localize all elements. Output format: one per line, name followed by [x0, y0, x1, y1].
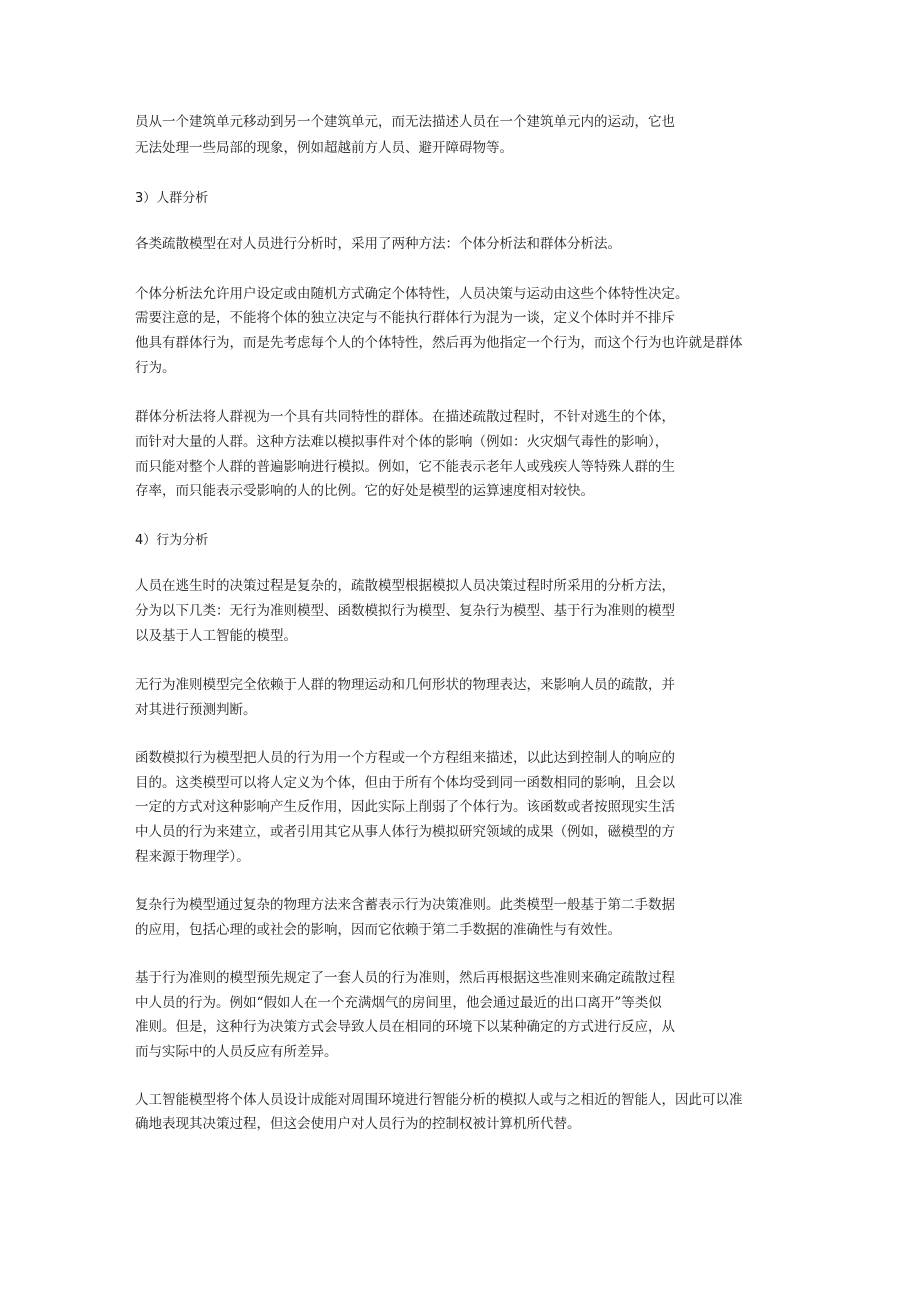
paragraph-line: 中人员的行为。例如“假如人在一个充满烟气的房间里，他会通过最近的出口离开”等类似: [135, 995, 662, 1011]
paragraph-line: 各类疏散模型在对人员进行分析时，采用了两种方法：个体分析法和群体分析法。: [135, 236, 621, 252]
paragraph-line: 程来源于物理学）。: [135, 849, 250, 865]
paragraph-line: 人员在逃生时的决策过程是复杂的，疏散模型根据模拟人员决策过程时所采用的分析方法，: [135, 578, 675, 594]
paragraph-line: 对其进行预测判断。: [135, 702, 257, 718]
paragraph-line: 函数模拟行为模型把人员的行为用一个方程或一个方程组来描述，以此达到控制人的响应的: [135, 750, 675, 766]
paragraph-line: 中人员的行为来建立，或者引用其它从事人体行为模拟研究领域的成果（例如，磁模型的方: [135, 824, 675, 840]
paragraph-line: 的应用，包括心理的或社会的影响，因而它依赖于第二手数据的准确性与有效性。: [135, 922, 621, 938]
paragraph-line: 而只能对整个人群的普遍影响进行模拟。例如，它不能表示老年人或残疾人等特殊人群的生: [135, 459, 675, 475]
paragraph-line: 无行为准则模型完全依赖于人群的物理运动和几何形状的物理表达，来影响人员的疏散，并: [135, 677, 675, 693]
paragraph-line: 而针对大量的人群。这种方法难以模拟事件对个体的影响（例如：火灾烟气毒性的影响），: [135, 434, 669, 450]
paragraph-line: 一定的方式对这种影响产生反作用，因此实际上削弱了个体行为。该函数或者按照现实生活: [135, 799, 675, 815]
paragraph-line: 目的。这类模型可以将人定义为个体，但由于所有个体均受到同一函数相同的影响，且会以: [135, 775, 675, 791]
section-heading: 4）行为分析: [135, 533, 209, 548]
paragraph-line: 人工智能模型将个体人员设计成能对周围环境进行智能分析的模拟人或与之相近的智能人，因此可以准: [135, 1092, 743, 1108]
paragraph-line: 需要注意的是，不能将个体的独立决定与不能执行群体行为混为一谈，定义个体时并不排斥: [135, 310, 675, 326]
paragraph-line: 无法处理一些局部的现象，例如超越前方人员、避开障碍物等。: [135, 140, 513, 156]
paragraph-line: 准则。但是，这种行为决策方式会导致人员在相同的环境下以某种确定的方式进行反应，从: [135, 1019, 675, 1035]
paragraph-line: 存率，而只能表示受影响的人的比例。它的好处是模型的运算速度相对较快。: [135, 483, 594, 499]
paragraph-line: 分为以下几类：无行为准则模型、函数模拟行为模型、复杂行为模型、基于行为准则的模型: [135, 603, 675, 619]
paragraph-line: 复杂行为模型通过复杂的物理方法来含蓄表示行为决策准则。此类模型一般基于第二手数据: [135, 897, 675, 913]
paragraph-line: 基于行为准则的模型预先规定了一套人员的行为准则，然后再根据这些准则来确定疏散过程: [135, 970, 675, 986]
paragraph-line: 而与实际中的人员反应有所差异。: [135, 1044, 338, 1060]
section-heading: 3）人群分析: [135, 191, 209, 206]
paragraph-line: 行为。: [135, 360, 176, 376]
paragraph-line: 个体分析法允许用户设定或由随机方式确定个体特性，人员决策与运动由这些个体特性决定。: [135, 286, 689, 302]
paragraph-line: 群体分析法将人群视为一个具有共同特性的群体。在描述疏散过程时，不针对逃生的个体，: [135, 409, 675, 425]
paragraph-line: 确地表现其决策过程，但这会使用户对人员行为的控制权被计算机所代替。: [135, 1116, 581, 1132]
paragraph-line: 以及基于人工智能的模型。: [135, 628, 297, 644]
paragraph-line: 他具有群体行为，而是先考虑每个人的个体特性，然后再为他指定一个行为，而这个行为也许就是群体: [135, 335, 743, 351]
paragraph-line: 员从一个建筑单元移动到另一个建筑单元，而无法描述人员在一个建筑单元内的运动，它也: [135, 114, 675, 130]
